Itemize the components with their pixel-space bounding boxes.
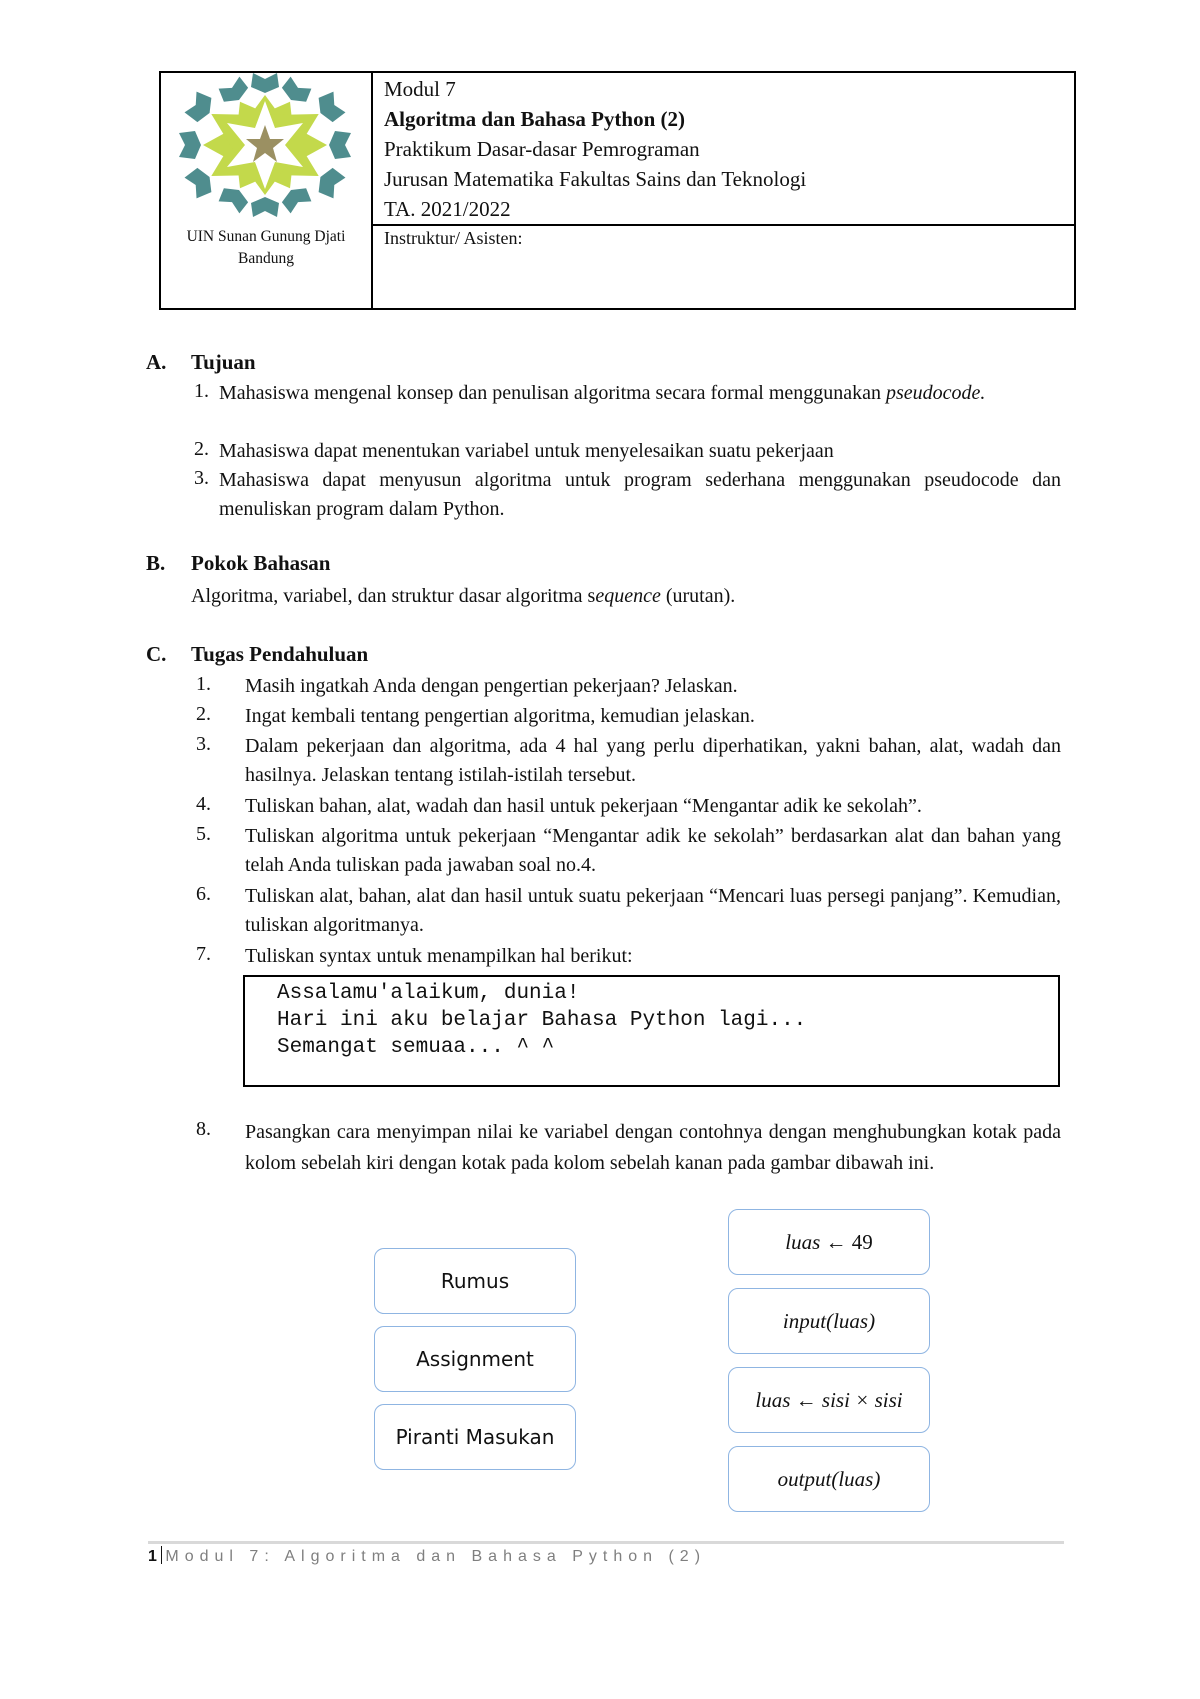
institution-name: UIN Sunan Gunung Djati Bandung	[186, 228, 346, 267]
module-number: Modul 7	[384, 77, 456, 101]
task-1-number: 1.	[196, 673, 211, 695]
header-info	[384, 74, 806, 224]
page-footer	[148, 1546, 706, 1566]
code-line-3: Semangat semuaa... ^ ^	[277, 1036, 555, 1059]
task-4-number: 4.	[196, 793, 211, 815]
match-left-assignment[interactable]: Assignment	[374, 1326, 576, 1392]
module-title: Algoritma dan Bahasa Python (2)	[384, 107, 686, 131]
department-name: Jurusan Matematika Fakultas Sains dan Teknologi	[384, 167, 807, 191]
goal-1-number: 1.	[194, 380, 209, 402]
task-6-text: Tuliskan alat, bahan, alat dan hasil untuk suatu pekerjaan “Mencari luas persegi panjang”. Kemudian, tuliskan algoritmanya.	[245, 885, 1061, 936]
section-b-text: Algoritma, variabel, dan struktur dasar algoritma sequence (urutan).	[191, 585, 736, 607]
section-c-label: C.	[146, 642, 167, 666]
match-right-output-luas[interactable]: output(luas)	[728, 1446, 930, 1512]
course-name: Praktikum Dasar-dasar Pemrograman	[384, 137, 700, 161]
university-logo-icon	[165, 72, 365, 222]
running-title: Modul 7: Algoritma dan Bahasa Python (2)	[165, 1548, 707, 1565]
task-8-number: 8.	[196, 1118, 211, 1140]
match-left-piranti-masukan[interactable]: Piranti Masukan	[374, 1404, 576, 1470]
section-c-title: Tugas Pendahuluan	[191, 642, 369, 666]
goal-2-text: Mahasiswa dapat menentukan variabel untuk menyelesaikan suatu pekerjaan	[219, 440, 834, 462]
section-a-label: A.	[146, 350, 167, 374]
page-number: 1	[148, 1548, 157, 1565]
task-1-text: Masih ingatkah Anda dengan pengertian pekerjaan? Jelaskan.	[245, 675, 738, 697]
task-5-number: 5.	[196, 823, 211, 845]
instructor-label: Instruktur/ Asisten:	[384, 228, 523, 248]
header-divider-horizontal	[371, 224, 1076, 226]
goal-1-text: Mahasiswa mengenal konsep dan penulisan algoritma secara formal menggunakan pseudocode.	[219, 382, 986, 404]
task-7-number: 7.	[196, 943, 211, 965]
match-right-luas-49[interactable]: luas ← 49	[728, 1209, 930, 1275]
section-a-title: Tujuan	[191, 350, 256, 374]
code-line-1: Assalamu'alaikum, dunia!	[277, 982, 580, 1005]
goal-3-number: 3.	[194, 467, 209, 489]
code-output-box	[243, 975, 1060, 1087]
goal-3-text: Mahasiswa dapat menyusun algoritma untuk program sederhana menggunakan pseudocode dan menuliskan program dalam Python.	[219, 469, 1061, 520]
code-line-2: Hari ini aku belajar Bahasa Python lagi...	[277, 1009, 807, 1032]
header-divider-vertical	[371, 71, 373, 310]
match-right-luas-sisi-sisi[interactable]: luas ← sisi × sisi	[728, 1367, 930, 1433]
task-7-text: Tuliskan syntax untuk menampilkan hal berikut:	[245, 945, 633, 967]
task-3-text: Dalam pekerjaan dan algoritma, ada 4 hal yang perlu diperhatikan, yakni bahan, alat, wadah dan hasilnya. Jelaskan tentang istilah-istilah tersebut.	[245, 735, 1061, 786]
section-b-label: B.	[146, 551, 166, 575]
footer-separator	[161, 1546, 163, 1564]
match-right-input-luas[interactable]: input(luas)	[728, 1288, 930, 1354]
task-6-number: 6.	[196, 883, 211, 905]
task-4-text: Tuliskan bahan, alat, wadah dan hasil untuk pekerjaan “Mengantar adik ke sekolah”.	[245, 795, 922, 817]
task-3-number: 3.	[196, 733, 211, 755]
task-2-text: Ingat kembali tentang pengertian algoritma, kemudian jelaskan.	[245, 705, 755, 727]
goal-2-number: 2.	[194, 438, 209, 460]
task-8-text: Pasangkan cara menyimpan nilai ke variabel dengan contohnya dengan menghubungkan kotak pada kolom sebelah kiri dengan kotak pada kolom sebelah kanan pada gambar dibawah ini.	[245, 1121, 1061, 1174]
task-2-number: 2.	[196, 703, 211, 725]
footer-rule	[148, 1541, 1064, 1544]
match-left-rumus[interactable]: Rumus	[374, 1248, 576, 1314]
section-b-title: Pokok Bahasan	[191, 551, 331, 575]
task-5-text: Tuliskan algoritma untuk pekerjaan “Mengantar adik ke sekolah” berdasarkan alat dan bahan yang telah Anda tuliskan pada jawaban soal no.4.	[245, 825, 1061, 876]
academic-year: TA. 2021/2022	[384, 197, 511, 221]
